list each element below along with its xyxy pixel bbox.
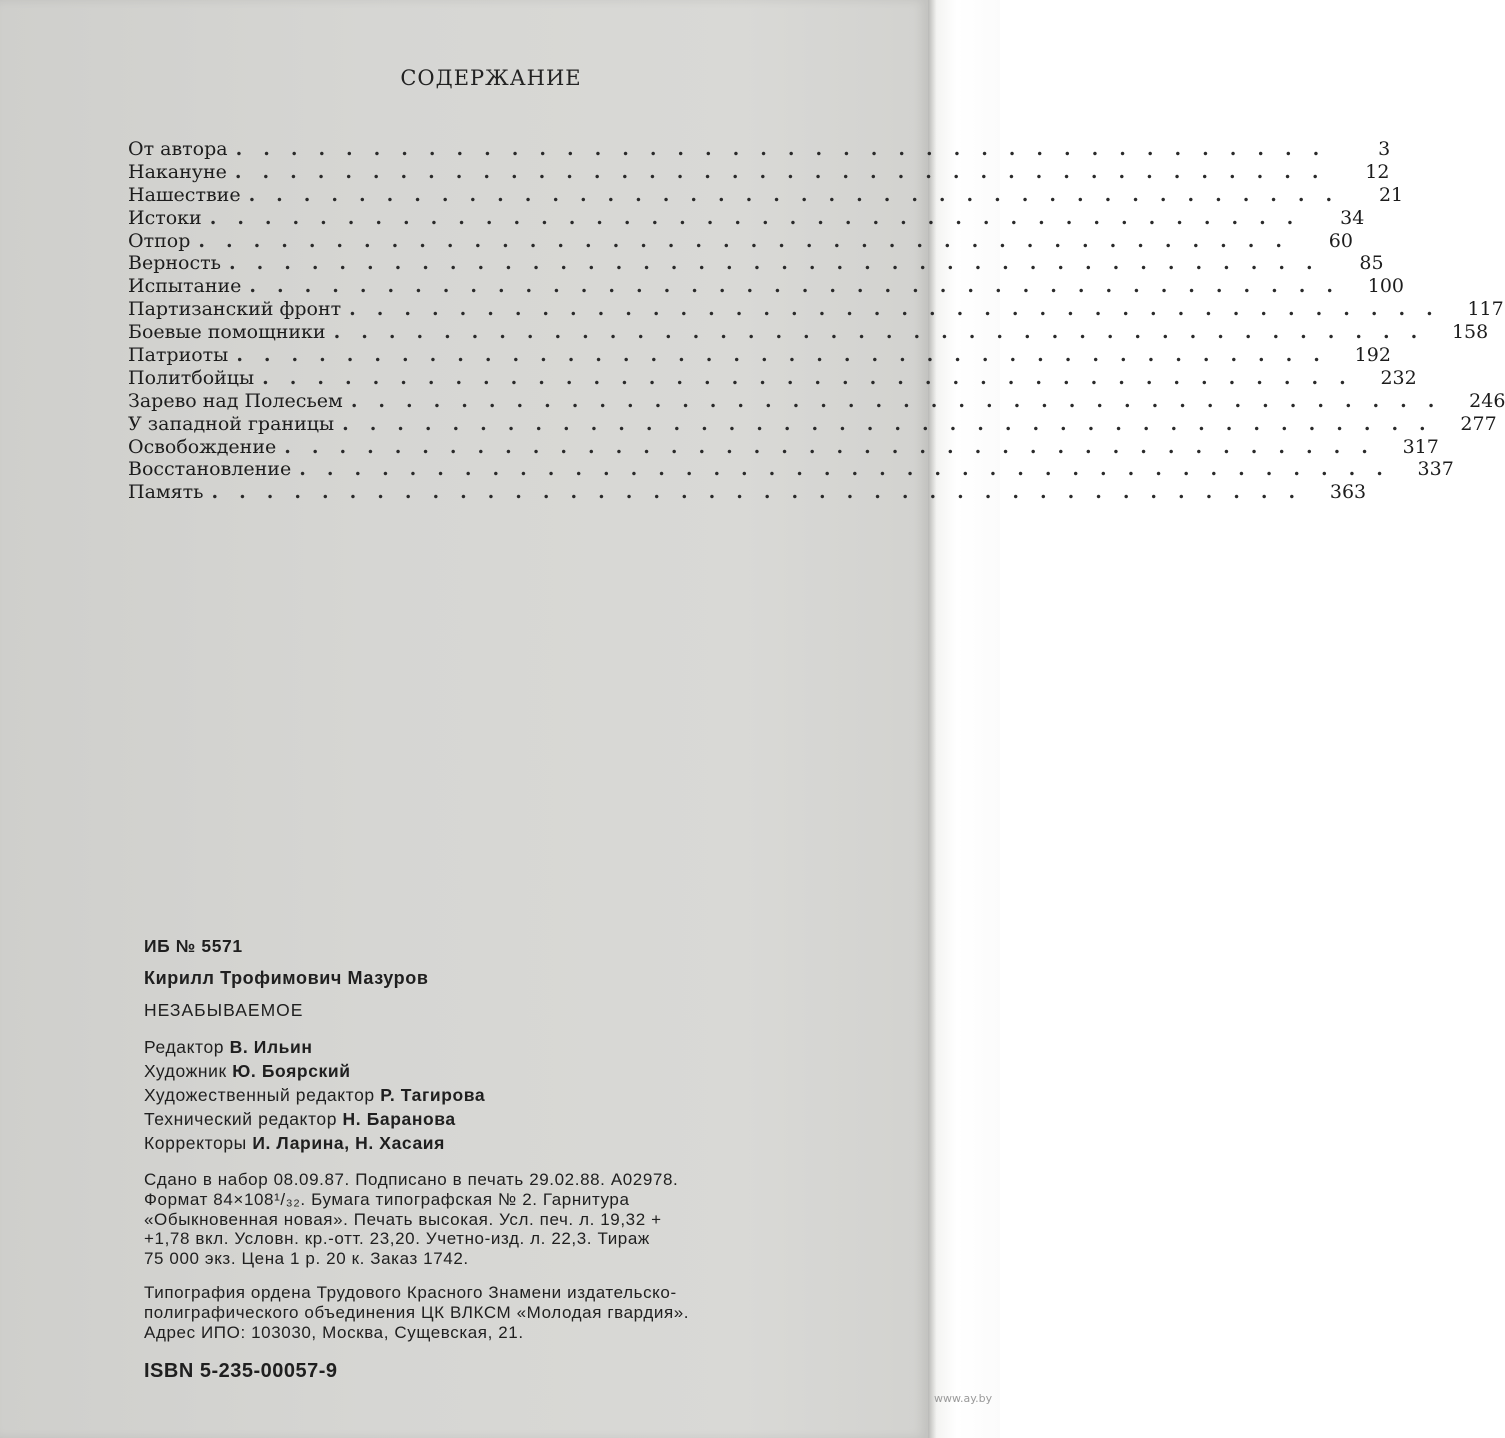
toc-entry-page: 317 bbox=[1402, 435, 1439, 458]
toc-entry bbox=[128, 366, 1417, 390]
toc-entry bbox=[128, 229, 1353, 253]
toc-entry bbox=[128, 344, 1391, 367]
credit-role: Редактор bbox=[144, 1037, 225, 1057]
toc-entry-page: 337 bbox=[1417, 458, 1454, 481]
toc-entry-label: Боевые помощники bbox=[128, 321, 326, 344]
book-title: НЕЗАБЫВАЕМОЕ bbox=[144, 1000, 304, 1020]
toc-entry bbox=[128, 389, 1505, 413]
toc-dot-leader: ........................................ bbox=[262, 366, 1367, 389]
toc-entry bbox=[128, 321, 1489, 344]
toc-entry-page: 277 bbox=[1460, 412, 1497, 435]
credit-line bbox=[144, 1059, 884, 1083]
toc-entry bbox=[128, 160, 1390, 184]
credit-line bbox=[144, 1107, 884, 1131]
toc-entry bbox=[128, 458, 1454, 481]
printer-line: Типография ордена Трудового Красного Знамени издательско- bbox=[144, 1282, 677, 1302]
toc-entry-label: Зарево над Полесьем bbox=[128, 389, 343, 412]
toc-dot-leader: ........................................ bbox=[235, 138, 1341, 160]
toc-entry-label: Верность bbox=[128, 252, 221, 275]
toc-entry-label: Нашествие bbox=[128, 183, 241, 206]
toc-entry bbox=[128, 412, 1497, 436]
toc-entry-page: 246 bbox=[1469, 389, 1505, 412]
publication-line: Сдано в набор 08.09.87. Подписано в печать 29.02.88. А02978. bbox=[144, 1170, 679, 1189]
toc-entry-page: 34 bbox=[1340, 206, 1365, 229]
toc-entry-label: Память bbox=[128, 481, 204, 504]
credit-role: Технический редактор bbox=[144, 1109, 338, 1129]
credit-role: Корректоры bbox=[144, 1133, 247, 1153]
toc-dot-leader: ........................................ bbox=[249, 275, 1354, 298]
toc-entry-page: 158 bbox=[1451, 321, 1489, 344]
toc-entry-page: 60 bbox=[1328, 229, 1353, 252]
imprint-block bbox=[144, 936, 884, 1383]
toc-entry-label: Восстановление bbox=[128, 458, 292, 481]
toc-entry-label: Партизанский фронт bbox=[128, 298, 342, 321]
toc-entry bbox=[128, 298, 1504, 321]
toc-entry-page: 232 bbox=[1380, 366, 1417, 389]
toc-entry-page: 85 bbox=[1359, 252, 1384, 275]
toc-dot-leader: ........................................ bbox=[299, 458, 1404, 481]
author-name: Кирилл Трофимович Мазуров bbox=[144, 968, 429, 988]
toc-entry-label: Истоки bbox=[128, 206, 202, 229]
toc-dot-leader: ........................................ bbox=[248, 183, 1354, 206]
credits-list bbox=[144, 1035, 884, 1155]
toc-entry bbox=[128, 435, 1439, 459]
toc-entry-label: Накануне bbox=[128, 160, 227, 183]
toc-dot-leader: ........................................ bbox=[234, 160, 1340, 183]
toc-entry-label: Испытание bbox=[128, 275, 242, 298]
toc-dot-leader: ........................................ bbox=[350, 389, 1456, 412]
toc-entry bbox=[128, 206, 1365, 230]
credit-line bbox=[144, 1131, 884, 1155]
credit-name: Р. Тагирова bbox=[380, 1085, 486, 1105]
credit-role: Художественный редактор bbox=[144, 1085, 375, 1105]
publication-details bbox=[144, 1170, 884, 1269]
toc-dot-leader: ........................................ bbox=[349, 298, 1454, 321]
toc-entry-label: Освобождение bbox=[128, 435, 277, 458]
toc-entry-label: От автора bbox=[128, 138, 228, 160]
toc-dot-leader: ........................................ bbox=[211, 481, 1317, 504]
toc-entry-page: 363 bbox=[1329, 481, 1367, 504]
toc-entry-page: 117 bbox=[1467, 298, 1504, 321]
toc-dot-leader: ........................................ bbox=[333, 321, 1439, 344]
ib-number: ИБ № 5571 bbox=[144, 936, 243, 956]
toc-dot-leader: ........................................ bbox=[236, 344, 1341, 367]
toc-title: СОДЕРЖАНИЕ bbox=[400, 66, 582, 90]
publication-line: 75 000 экз. Цена 1 р. 20 к. Заказ 1742. bbox=[144, 1249, 469, 1269]
toc-dot-leader: ........................................ bbox=[198, 229, 1303, 252]
toc-dot-leader: ........................................ bbox=[228, 252, 1334, 275]
credit-line bbox=[144, 1083, 884, 1107]
credit-name: Н. Баранова bbox=[342, 1109, 456, 1129]
toc-entry bbox=[128, 183, 1404, 207]
toc-entry bbox=[128, 252, 1384, 275]
printer-details bbox=[144, 1283, 884, 1342]
toc-entry-page: 192 bbox=[1354, 344, 1391, 367]
isbn: ISBN 5-235-00057-9 bbox=[144, 1360, 338, 1383]
toc-entry-label: Политбойцы bbox=[128, 366, 255, 389]
toc-dot-leader: ........................................ bbox=[342, 412, 1447, 435]
toc-entry-page: 100 bbox=[1367, 275, 1404, 298]
credit-name: Ю. Боярский bbox=[232, 1061, 351, 1081]
toc-entry-label: У западной границы bbox=[128, 412, 335, 435]
publication-line: Формат 84×108¹/₃₂. Бумага типографская № 2. Гарнитура bbox=[144, 1189, 630, 1209]
toc-entry-label: Патриоты bbox=[128, 344, 229, 367]
publication-line: +1,78 вкл. Условн. кр.-отт. 23,20. Учетно-изд. л. 22,3. Тираж bbox=[144, 1229, 650, 1249]
toc-entry bbox=[128, 275, 1404, 298]
watermark: www.ay.by bbox=[934, 1392, 993, 1405]
credit-name: И. Ларина, Н. Хасаия bbox=[252, 1133, 445, 1153]
printer-line: полиграфического объединения ЦК ВЛКСМ «Молодая гвардия». bbox=[144, 1302, 690, 1322]
toc-entry-page: 21 bbox=[1378, 183, 1404, 206]
toc-entry-label: Отпор bbox=[128, 229, 191, 252]
toc-entry bbox=[128, 481, 1367, 504]
toc-entry-page: 3 bbox=[1378, 138, 1391, 160]
credit-name: В. Ильин bbox=[229, 1037, 313, 1057]
credit-role: Художник bbox=[144, 1061, 227, 1081]
toc-dot-leader: ........................................ bbox=[284, 435, 1389, 458]
toc-dot-leader: ........................................ bbox=[209, 206, 1315, 229]
toc-entry bbox=[128, 138, 1391, 161]
publication-line: «Обыкновенная новая». Печать высокая. Усл. печ. л. 19,32 + bbox=[144, 1209, 662, 1229]
toc-entry-page: 12 bbox=[1365, 160, 1390, 183]
printer-line: Адрес ИПО: 103030, Москва, Сущевская, 21. bbox=[144, 1322, 524, 1342]
table-of-contents bbox=[128, 138, 1505, 504]
credit-line bbox=[144, 1035, 884, 1059]
